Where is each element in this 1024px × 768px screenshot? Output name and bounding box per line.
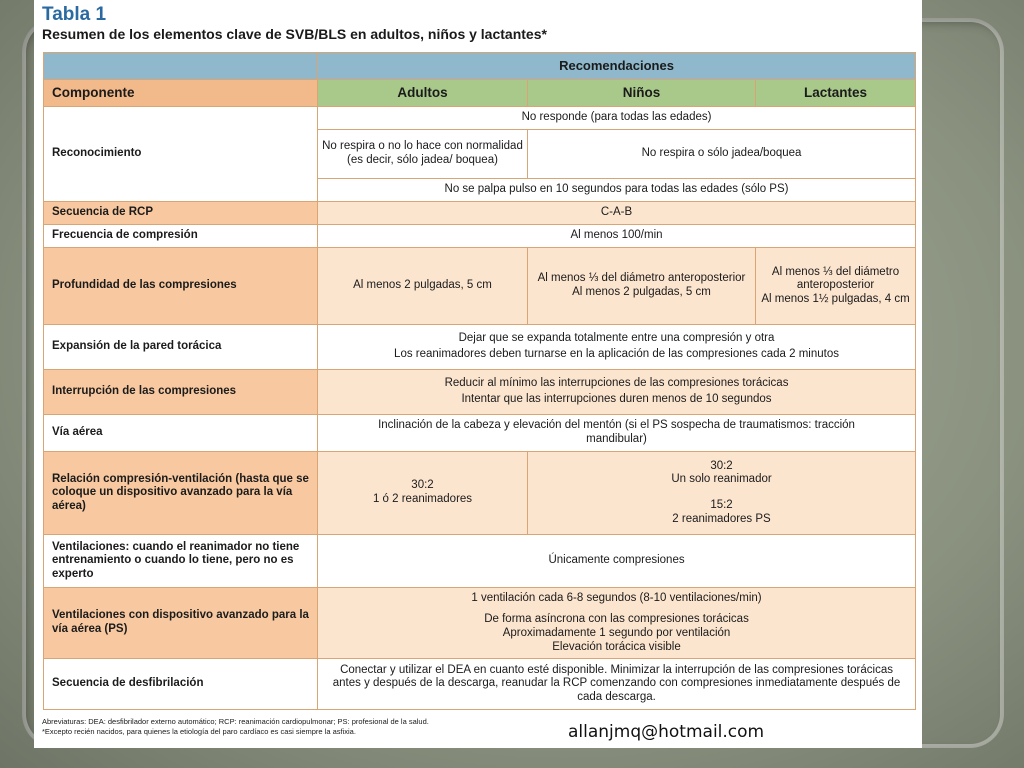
author-email: allanjmq@hotmail.com	[568, 722, 765, 742]
cell-expansion	[318, 325, 916, 370]
table-row	[44, 248, 916, 325]
table-row	[44, 225, 916, 248]
row-label-ventilaciones-con: Ventilaciones con dispositivo avanzado para la vía aérea (PS)	[44, 588, 318, 659]
header-ninos: Niños	[528, 80, 756, 107]
cell-desfibrilacion: Conectar y utilizar el DEA en cuanto esté disponible. Minimizar la interrupción de las compresiones torácicas antes y después de la descarga, reanudar la RCP comenzando con compresiones inmediatamente después de cada descarga.	[318, 659, 916, 710]
table-row	[44, 588, 916, 659]
table-row	[44, 370, 916, 415]
relacion-ninos-line3: 15:2	[710, 499, 733, 511]
relacion-adultos-line2: 1 ó 2 reanimadores	[372, 493, 473, 505]
profundidad-lactantes-line2: Al menos 1½ pulgadas, 4 cm	[761, 292, 910, 305]
cell-reconocimiento-pulse: No se palpa pulso en 10 segundos para todas las edades (sólo PS)	[318, 179, 916, 202]
cell-profundidad-adultos: Al menos 2 pulgadas, 5 cm	[318, 248, 528, 325]
relacion-ninos-line4: 2 reanimadores PS	[672, 512, 771, 525]
ventilaciones-con-line4: Elevación torácica visible	[552, 640, 681, 653]
document-sheet	[34, 0, 922, 748]
footnote-exception: *Excepto recién nacidos, para quienes la etiología del paro cardíaco es casi siempre la asfixia.	[42, 727, 356, 737]
header-row-recommendations	[44, 53, 916, 80]
table-row	[44, 535, 916, 588]
header-lactantes: Lactantes	[756, 80, 916, 107]
table-row	[44, 415, 916, 452]
cell-profundidad-lactantes	[756, 248, 916, 325]
table-subtitle: Resumen de los elementos clave de SVB/BLS en adultos, niños y lactantes*	[42, 26, 547, 42]
row-label-desfibrilacion: Secuencia de desfibrilación	[44, 659, 318, 710]
header-recomendaciones: Recomendaciones	[318, 53, 916, 80]
table-row	[44, 202, 916, 225]
table-row	[44, 659, 916, 710]
interrupcion-line2: Intentar que las interrupciones duren menos de 10 segundos	[461, 393, 772, 405]
footnotes	[42, 717, 429, 737]
cell-reconocimiento-ninos-lactantes: No respira o sólo jadea/boquea	[528, 130, 916, 179]
header-row-groups	[44, 80, 916, 107]
cell-interrupcion	[318, 370, 916, 415]
expansion-line2: Los reanimadores deben turnarse en la aplicación de las compresiones cada 2 minutos	[394, 348, 839, 360]
row-label-reconocimiento: Reconocimiento	[44, 107, 318, 202]
relacion-spacer	[532, 487, 911, 499]
footnote-abbreviations: Abreviaturas: DEA: desfibrilador externo automático; RCP: reanimación cardiopulmonar; PS: profesional de la salud.	[42, 717, 429, 726]
table-title: Tabla 1	[42, 4, 107, 25]
cell-reconocimiento-all: No responde (para todas las edades)	[318, 107, 916, 130]
ventilaciones-spacer	[322, 605, 911, 613]
table-row	[44, 107, 916, 130]
expansion-line1: Dejar que se expanda totalmente entre una compresión y otra	[458, 332, 775, 345]
profundidad-ninos-line2: Al menos 2 pulgadas, 5 cm	[572, 286, 711, 298]
cell-profundidad-ninos	[528, 248, 756, 325]
row-label-secuencia-rcp: Secuencia de RCP	[44, 202, 318, 225]
relacion-ninos-line2: Un solo reanimador	[671, 473, 772, 486]
row-label-via-aerea: Vía aérea	[44, 415, 318, 452]
header-componente: Componente	[44, 80, 318, 107]
row-label-expansion: Expansión de la pared torácica	[44, 325, 318, 370]
table-row	[44, 452, 916, 535]
cell-secuencia-rcp: C-A-B	[318, 202, 916, 225]
row-label-frecuencia: Frecuencia de compresión	[44, 225, 318, 248]
row-label-relacion: Relación compresión-ventilación (hasta que se coloque un dispositivo avanzado para la vía aérea)	[44, 452, 318, 535]
profundidad-ninos-line1: Al menos ⅓ del diámetro anteroposterior	[537, 272, 746, 285]
cell-via-aerea: Inclinación de la cabeza y elevación del mentón (si el PS sospecha de traumatismos: tracción mandibular)	[318, 415, 916, 452]
cell-relacion-adultos	[318, 452, 528, 535]
cell-reconocimiento-adultos: No respira o no lo hace con normalidad (es decir, sólo jadea/ boquea)	[318, 130, 528, 179]
profundidad-lactantes-line1: Al menos ⅓ del diámetro anteroposterior	[771, 265, 900, 292]
header-blank-cell	[44, 53, 318, 80]
row-label-ventilaciones-sin: Ventilaciones: cuando el reanimador no tiene entrenamiento o cuando lo tiene, pero no es experto	[44, 535, 318, 588]
cell-frecuencia: Al menos 100/min	[318, 225, 916, 248]
cell-ventilaciones-sin: Únicamente compresiones	[318, 535, 916, 588]
row-label-profundidad: Profundidad de las compresiones	[44, 248, 318, 325]
bls-summary-table	[43, 52, 916, 710]
header-adultos: Adultos	[318, 80, 528, 107]
table-row	[44, 325, 916, 370]
relacion-ninos-line1: 30:2	[710, 459, 733, 472]
cell-ventilaciones-con	[318, 588, 916, 659]
ventilaciones-con-line2: De forma asíncrona con las compresiones torácicas	[484, 613, 749, 626]
ventilaciones-con-line1: 1 ventilación cada 6-8 segundos (8-10 ventilaciones/min)	[471, 591, 762, 604]
relacion-adultos-line1: 30:2	[411, 479, 434, 492]
row-label-interrupcion: Interrupción de las compresiones	[44, 370, 318, 415]
cell-relacion-ninos-lactantes	[528, 452, 916, 535]
interrupcion-line1: Reducir al mínimo las interrupciones de las compresiones torácicas	[444, 377, 789, 390]
ventilaciones-con-line3: Aproximadamente 1 segundo por ventilación	[502, 627, 731, 639]
